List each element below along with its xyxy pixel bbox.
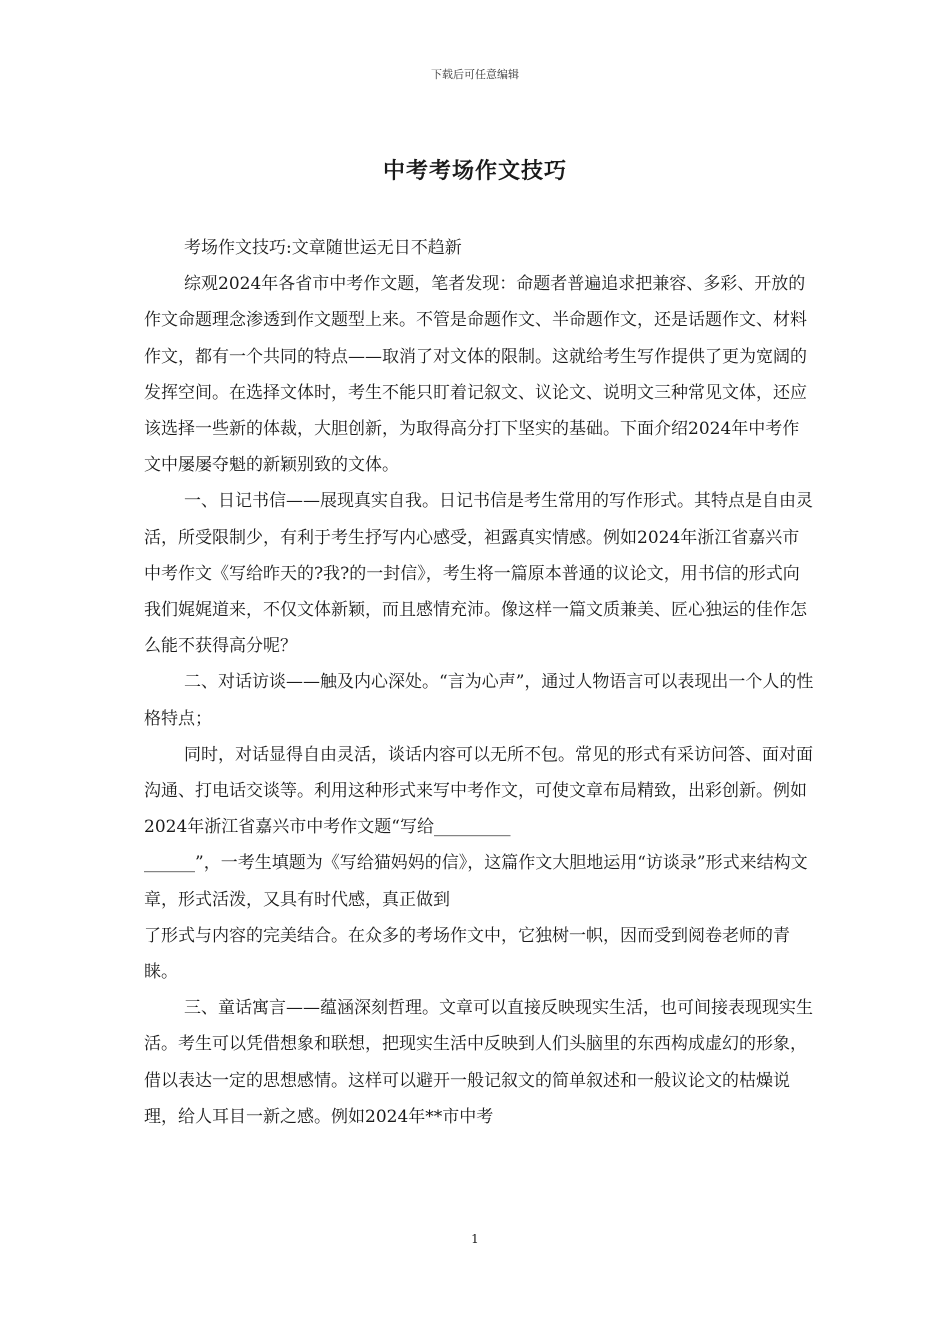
document-body	[144, 230, 816, 1135]
section-two-conclusion-paragraph: 了形式与内容的完美结合。在众多的考场作文中，它独树一帜，因而受到阅卷老师的青睐。	[144, 925, 790, 983]
page-number: 1	[471, 1232, 479, 1246]
section-two-blank-line: ______”，一考生填题为《写给猫妈妈的信》，这篇作文大胆地运用“访谈录”形式来结构文章，形式活泼，又具有时代感，真正做到	[144, 853, 808, 910]
intro-paragraph: 综观2024年各省市中考作文题，笔者发现：命题者普遍追求把兼容、多彩、开放的作文命题理念渗透到作文题型上来。不管是命题作文、半命题作文，还是话题作文、材料作文，都有一个共同的特点——取消了对文体的限制。这就给考生写作提供了更为宽阔的发挥空间。在选择文体时，考生不能只盯着记叙文、议论文、说明文三种常见文体，还应该选择一些新的体裁，大胆创新，为取得高分打下坚实的基础。下面介绍2024年中考作文中屡屡夺魁的新颖别致的文体。	[144, 274, 807, 476]
header-note: 下载后可任意编辑	[431, 68, 519, 81]
section-three-paragraph: 三、童话寓言——蕴涵深刻哲理。文章可以直接反映现实生活，也可间接表现现实生活。考生可以凭借想象和联想，把现实生活中反映到人们头脑里的东西构成虚幻的形象，借以表达一定的思想感情。这样可以避开一般记叙文的简单叙述和一般议论文的枯燥说理，给人耳目一新之感。例如2024年**市中考	[144, 998, 813, 1127]
section-one-paragraph: 一、日记书信——展现真实自我。日记书信是考生常用的写作形式。其特点是自由灵活，所受限制少，有利于考生抒写内心感受，袒露真实情感。例如2024年浙江省嘉兴市中考作文《写给昨天的?我?的一封信》，考生将一篇原本普通的议论文，用书信的形式向我们娓娓道来，不仅文体新颖，而且感情充沛。像这样一篇文质兼美、匠心独运的佳作怎么能不获得高分呢？	[144, 491, 813, 657]
document-title: 中考考场作文技巧	[382, 158, 567, 184]
subtitle-paragraph: 考场作文技巧:文章随世运无日不趋新	[184, 238, 462, 258]
section-two-continued-paragraph: 同时，对话显得自由灵活，谈话内容可以无所不包。常见的形式有采访问答、面对面沟通、打电话交谈等。利用这种形式来写中考作文，可使文章布局精致，出彩创新。例如2024年浙江省嘉兴市中考作文题“写给_________	[144, 744, 813, 838]
section-two-paragraph: 二、对话访谈——触及内心深处。“言为心声”，通过人物语言可以表现出一个人的性格特点；	[144, 672, 814, 729]
